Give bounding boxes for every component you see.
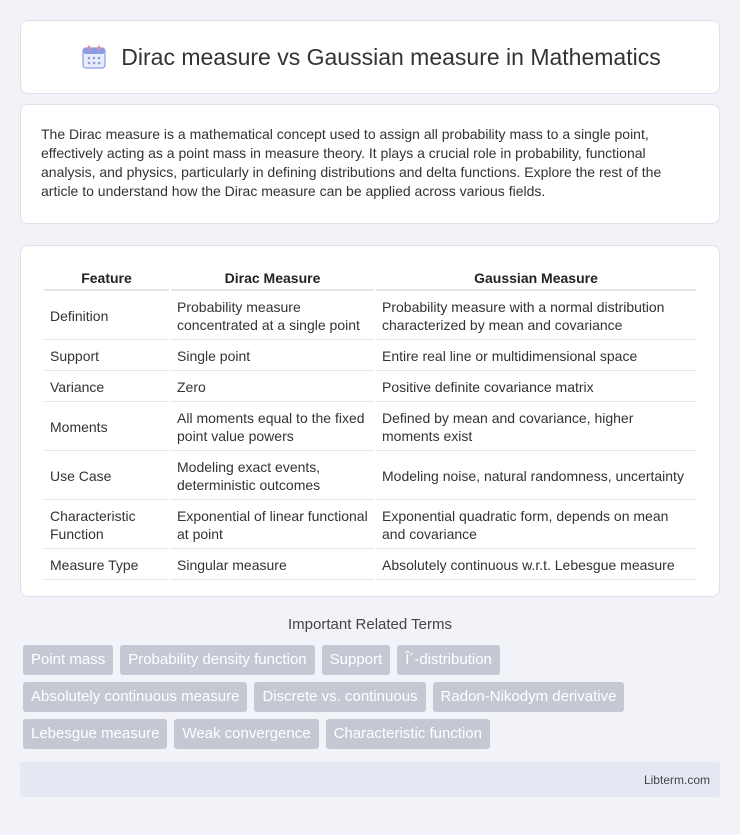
tag-delta-distribution[interactable]: Î´-distribution xyxy=(397,645,500,675)
row-dirac: Exponential of linear functional at point xyxy=(171,502,374,549)
tag-lebesgue-measure[interactable]: Lebesgue measure xyxy=(23,719,167,749)
row-feature: Moments xyxy=(44,404,169,451)
intro-section xyxy=(20,104,720,224)
related-terms-tags xyxy=(20,645,720,749)
row-feature: Definition xyxy=(44,293,169,340)
row-gaussian: Positive definite covariance matrix xyxy=(376,373,696,402)
tag-absolutely-continuous-measure[interactable]: Absolutely continuous measure xyxy=(23,682,247,712)
row-gaussian: Modeling noise, natural randomness, uncertainty xyxy=(376,453,696,500)
row-gaussian: Probability measure with a normal distribution characterized by mean and covariance xyxy=(376,293,696,340)
tag-radon-nikodym-derivative[interactable]: Radon-Nikodym derivative xyxy=(433,682,625,712)
header-gaussian: Gaussian Measure xyxy=(376,266,696,291)
header-feature: Feature xyxy=(44,266,169,291)
footer-site-link[interactable]: Libterm.com xyxy=(643,772,710,787)
page-header xyxy=(20,20,720,94)
footer xyxy=(20,762,720,797)
row-dirac: Single point xyxy=(171,342,374,371)
table-header-row xyxy=(44,266,696,291)
calendar-grid-icon xyxy=(79,42,109,72)
related-terms-title: Important Related Terms xyxy=(288,616,452,633)
row-dirac: Modeling exact events, deterministic outcomes xyxy=(171,453,374,500)
row-gaussian: Exponential quadratic form, depends on mean and covariance xyxy=(376,502,696,549)
row-feature: Use Case xyxy=(44,453,169,500)
page-title: Dirac measure vs Gaussian measure in Mathematics xyxy=(121,43,661,70)
row-dirac: Singular measure xyxy=(171,551,374,580)
tag-discrete-vs-continuous[interactable]: Discrete vs. continuous xyxy=(254,682,425,712)
table-row xyxy=(44,342,696,371)
related-terms-section xyxy=(20,616,720,749)
table-row xyxy=(44,502,696,549)
row-dirac: Probability measure concentrated at a single point xyxy=(171,293,374,340)
table-row xyxy=(44,293,696,340)
tag-point-mass[interactable]: Point mass xyxy=(23,645,113,675)
row-gaussian: Entire real line or multidimensional space xyxy=(376,342,696,371)
table-row xyxy=(44,551,696,580)
tag-probability-density-function[interactable]: Probability density function xyxy=(120,645,314,675)
header-dirac: Dirac Measure xyxy=(171,266,374,291)
table-row xyxy=(44,453,696,500)
row-feature: Measure Type xyxy=(44,551,169,580)
table-row xyxy=(44,373,696,402)
tag-support[interactable]: Support xyxy=(322,645,391,675)
row-gaussian: Absolutely continuous w.r.t. Lebesgue measure xyxy=(376,551,696,580)
tag-characteristic-function[interactable]: Characteristic function xyxy=(326,719,490,749)
intro-text: The Dirac measure is a mathematical concept used to assign all probability mass to a single point, effectively acting as a point mass in measure theory. It plays a crucial role in probability, functional analysis, and physics, particularly in defining distributions and delta functions. Explore the rest of the article to understand how the Dirac measure can be applied across various fields. xyxy=(41,126,662,199)
tag-weak-convergence[interactable]: Weak convergence xyxy=(174,719,318,749)
table-row xyxy=(44,404,696,451)
row-gaussian: Defined by mean and covariance, higher moments exist xyxy=(376,404,696,451)
comparison-table-card xyxy=(20,245,720,597)
comparison-table xyxy=(42,264,698,582)
row-dirac: Zero xyxy=(171,373,374,402)
row-feature: Variance xyxy=(44,373,169,402)
row-dirac: All moments equal to the fixed point value powers xyxy=(171,404,374,451)
row-feature: Characteristic Function xyxy=(44,502,169,549)
row-feature: Support xyxy=(44,342,169,371)
